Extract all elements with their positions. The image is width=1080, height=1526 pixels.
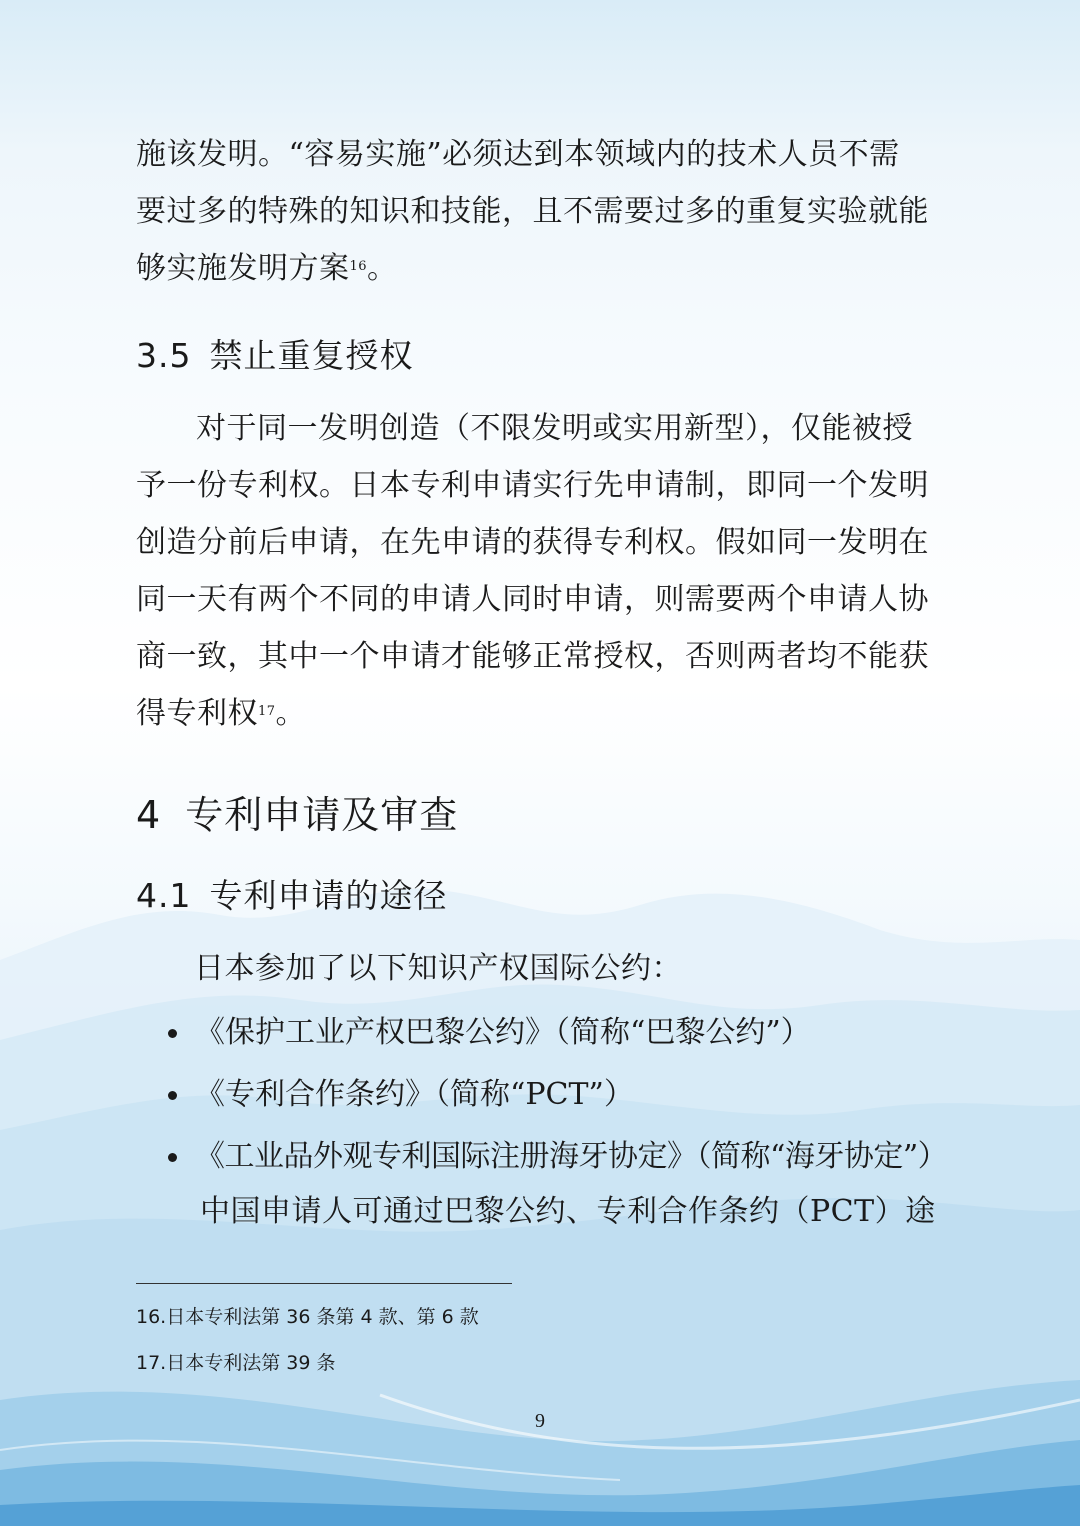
list-item-text: 《工业品外观专利国际注册海牙协定》（简称“海牙协定”）	[195, 1139, 948, 1174]
paragraph-line: 得专利权	[136, 696, 258, 731]
section-4-1-closing	[200, 1183, 950, 1240]
footnote-17: 17.日本专利法第 39 条	[136, 1352, 336, 1374]
section-number: 4.1	[136, 876, 192, 915]
paragraph-line: 要过多的特殊的知识和技能，且不需要过多的重复实验就能	[136, 194, 929, 229]
intro-text: 日本参加了以下知识产权国际公约：	[194, 951, 682, 986]
section-heading-3-5	[136, 330, 413, 377]
paragraph-line: 予一份专利权。日本专利申请实行先申请制，即同一个发明	[136, 468, 929, 503]
chapter-title: 专利申请及审查	[185, 793, 459, 837]
section-3-5-paragraph	[136, 400, 948, 742]
list-item-text: 《保护工业产权巴黎公约》（简称“巴黎公约”）	[195, 1015, 811, 1050]
list-item	[168, 1064, 958, 1126]
bullet-icon	[168, 1029, 177, 1038]
chapter-heading-4	[136, 784, 458, 839]
section-title: 专利申请的途径	[209, 876, 448, 915]
section-heading-4-1	[136, 870, 447, 917]
closing-text: 中国申请人可通过巴黎公约、专利合作条约（PCT）途	[200, 1194, 936, 1229]
chapter-number: 4	[136, 793, 162, 837]
list-item-text: 《专利合作条约》（简称“PCT”）	[195, 1077, 634, 1112]
section-title: 禁止重复授权	[209, 336, 414, 375]
paragraph-end-mark: 。	[275, 696, 307, 731]
paragraph-end-mark: 。	[367, 251, 398, 286]
footnote-16: 16.日本专利法第 36 条第 4 款、第 6 款	[136, 1306, 479, 1328]
paragraph-line: 创造分前后申请，在先申请的获得专利权。假如同一发明在	[136, 525, 929, 560]
section-4-1-intro	[194, 940, 954, 997]
paragraph-line: 同一天有两个不同的申请人同时申请，则需要两个申请人协	[136, 582, 929, 617]
paragraph-line: 施该发明。“容易实施”必须达到本领域内的技术人员不需	[136, 137, 900, 172]
list-item	[168, 1002, 958, 1064]
page-number: 9	[535, 1410, 545, 1432]
section-number: 3.5	[136, 336, 192, 375]
paragraph-line: 对于同一发明创造（不限发明或实用新型），仅能被授	[196, 411, 913, 446]
footnote-ref-16[interactable]: 16	[349, 259, 368, 274]
list-item	[168, 1126, 958, 1188]
top-paragraph	[136, 126, 948, 297]
bullet-icon	[168, 1091, 177, 1100]
footnote-ref-17[interactable]: 17	[258, 704, 276, 719]
paragraph-line: 商一致，其中一个申请才能够正常授权，否则两者均不能获	[136, 639, 929, 674]
convention-list	[168, 1002, 958, 1188]
paragraph-line: 够实施发明方案	[136, 251, 350, 286]
bullet-icon	[168, 1153, 177, 1162]
footnote-divider	[136, 1283, 512, 1284]
